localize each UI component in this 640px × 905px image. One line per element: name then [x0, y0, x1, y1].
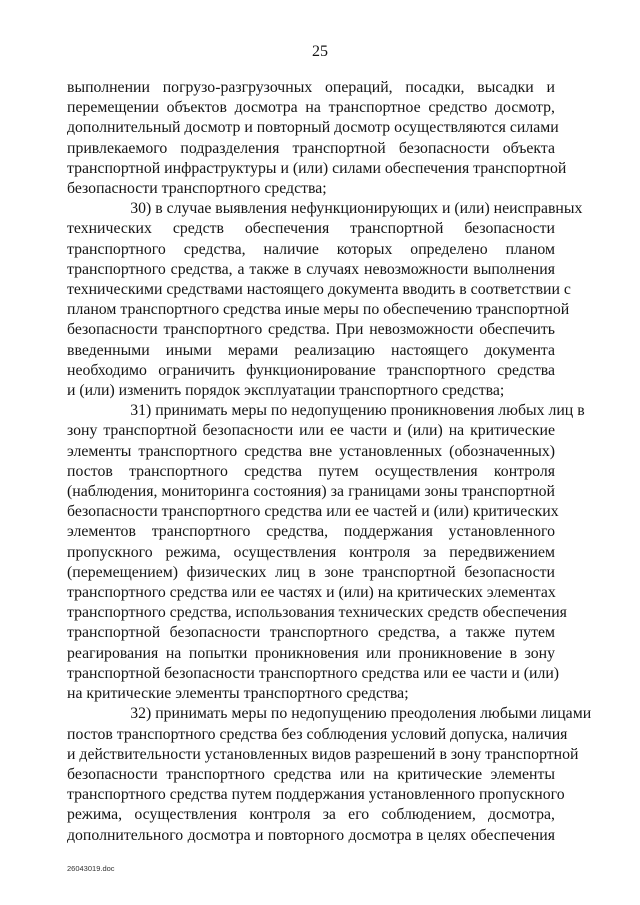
text-line: режима, осуществления контроля за его соблюдением, досмотра,	[67, 806, 555, 824]
text-line: элементы транспортного средства вне установленных (обозначенных)	[67, 442, 555, 460]
text-line: техническими средствами настоящего документа вводить в соответствии с	[67, 281, 571, 299]
text-line: транспортного средства, наличие которых определено планом	[67, 240, 555, 258]
text-line: (перемещением) физических лиц в зоне транспортной безопасности	[67, 563, 555, 581]
text-line: транспортного средства, использования технических средств обеспечения	[67, 604, 567, 622]
text-line: дополнительный досмотр и повторный досмотр осуществляются силами	[67, 119, 559, 137]
text-line: пропускного режима, осуществления контроля за передвижением	[67, 543, 555, 561]
text-line: (наблюдения, мониторинга состояния) за границами зоны транспортной	[67, 483, 555, 501]
text-line: необходимо ограничить функционирование транспортного средства	[67, 361, 555, 379]
paragraph	[67, 401, 585, 704]
text-line: элементов транспортного средства, поддержания установленного	[67, 523, 555, 541]
text-line: зону транспортной безопасности или ее части и (или) на критические	[67, 422, 555, 440]
document-body	[67, 78, 592, 846]
text-line: планом транспортного средства иные меры по обеспечению транспортной	[67, 301, 570, 319]
text-line: 31) принимать меры по недопущению проникновения любых лиц в	[67, 402, 585, 420]
text-line: безопасности транспортного средства или ее частей и (или) критических	[67, 503, 559, 521]
text-line: постов транспортного средства без соблюдения условий допуска, наличия	[67, 725, 568, 743]
text-line: транспортного средства или ее частях и (или) на критических элементах	[67, 584, 556, 602]
text-line: технических средств обеспечения транспортной безопасности	[67, 220, 555, 238]
text-line: транспортной инфраструктуры и (или) силами обеспечения транспортной	[67, 159, 567, 177]
page-number: 25	[312, 43, 328, 60]
text-line: дополнительного досмотра и повторного досмотра в целях обеспечения	[67, 826, 555, 844]
text-line: привлекаемого подразделения транспортной безопасности объекта	[67, 139, 555, 157]
footer-filename: 26043019.doc	[67, 864, 115, 873]
text-line: и действительности установленных видов разрешений в зону транспортной	[67, 745, 579, 763]
text-line: на критические элементы транспортного средства;	[67, 685, 409, 703]
text-line: безопасности транспортного средства. При невозможности обеспечить	[67, 321, 555, 339]
text-line: 30) в случае выявления нефункционирующих и (или) неисправных	[67, 200, 583, 218]
text-line: безопасности транспортного средства;	[67, 180, 327, 198]
text-line: транспортного средства путем поддержания установленного пропускного	[67, 786, 565, 804]
text-line: выполнении погрузо-разгрузочных операций, посадки, высадки и	[67, 79, 555, 96]
text-line: перемещении объектов досмотра на транспортное средство досмотр,	[67, 99, 555, 117]
text-line: и (или) изменить порядок эксплуатации транспортного средства;	[67, 382, 505, 400]
text-line: 32) принимать меры по недопущению преодоления любыми лицами	[67, 705, 592, 723]
paragraph	[67, 704, 592, 845]
text-line: транспортной безопасности транспортного средства или ее части и (или)	[67, 664, 560, 682]
text-line: транспортной безопасности транспортного средства, а также путем	[67, 624, 555, 642]
text-line: реагирования на попытки проникновения или проникновение в зону	[67, 644, 555, 662]
text-line: безопасности транспортного средства или на критические элементы	[67, 765, 555, 783]
text-line: постов транспортного средства путем осуществления контроля	[67, 462, 555, 480]
paragraph	[67, 199, 583, 401]
paragraph	[67, 78, 567, 199]
text-line: транспортного средства, а также в случаях невозможности выполнения	[67, 260, 555, 278]
text-line: введенными иными мерами реализацию настоящего документа	[67, 341, 555, 359]
